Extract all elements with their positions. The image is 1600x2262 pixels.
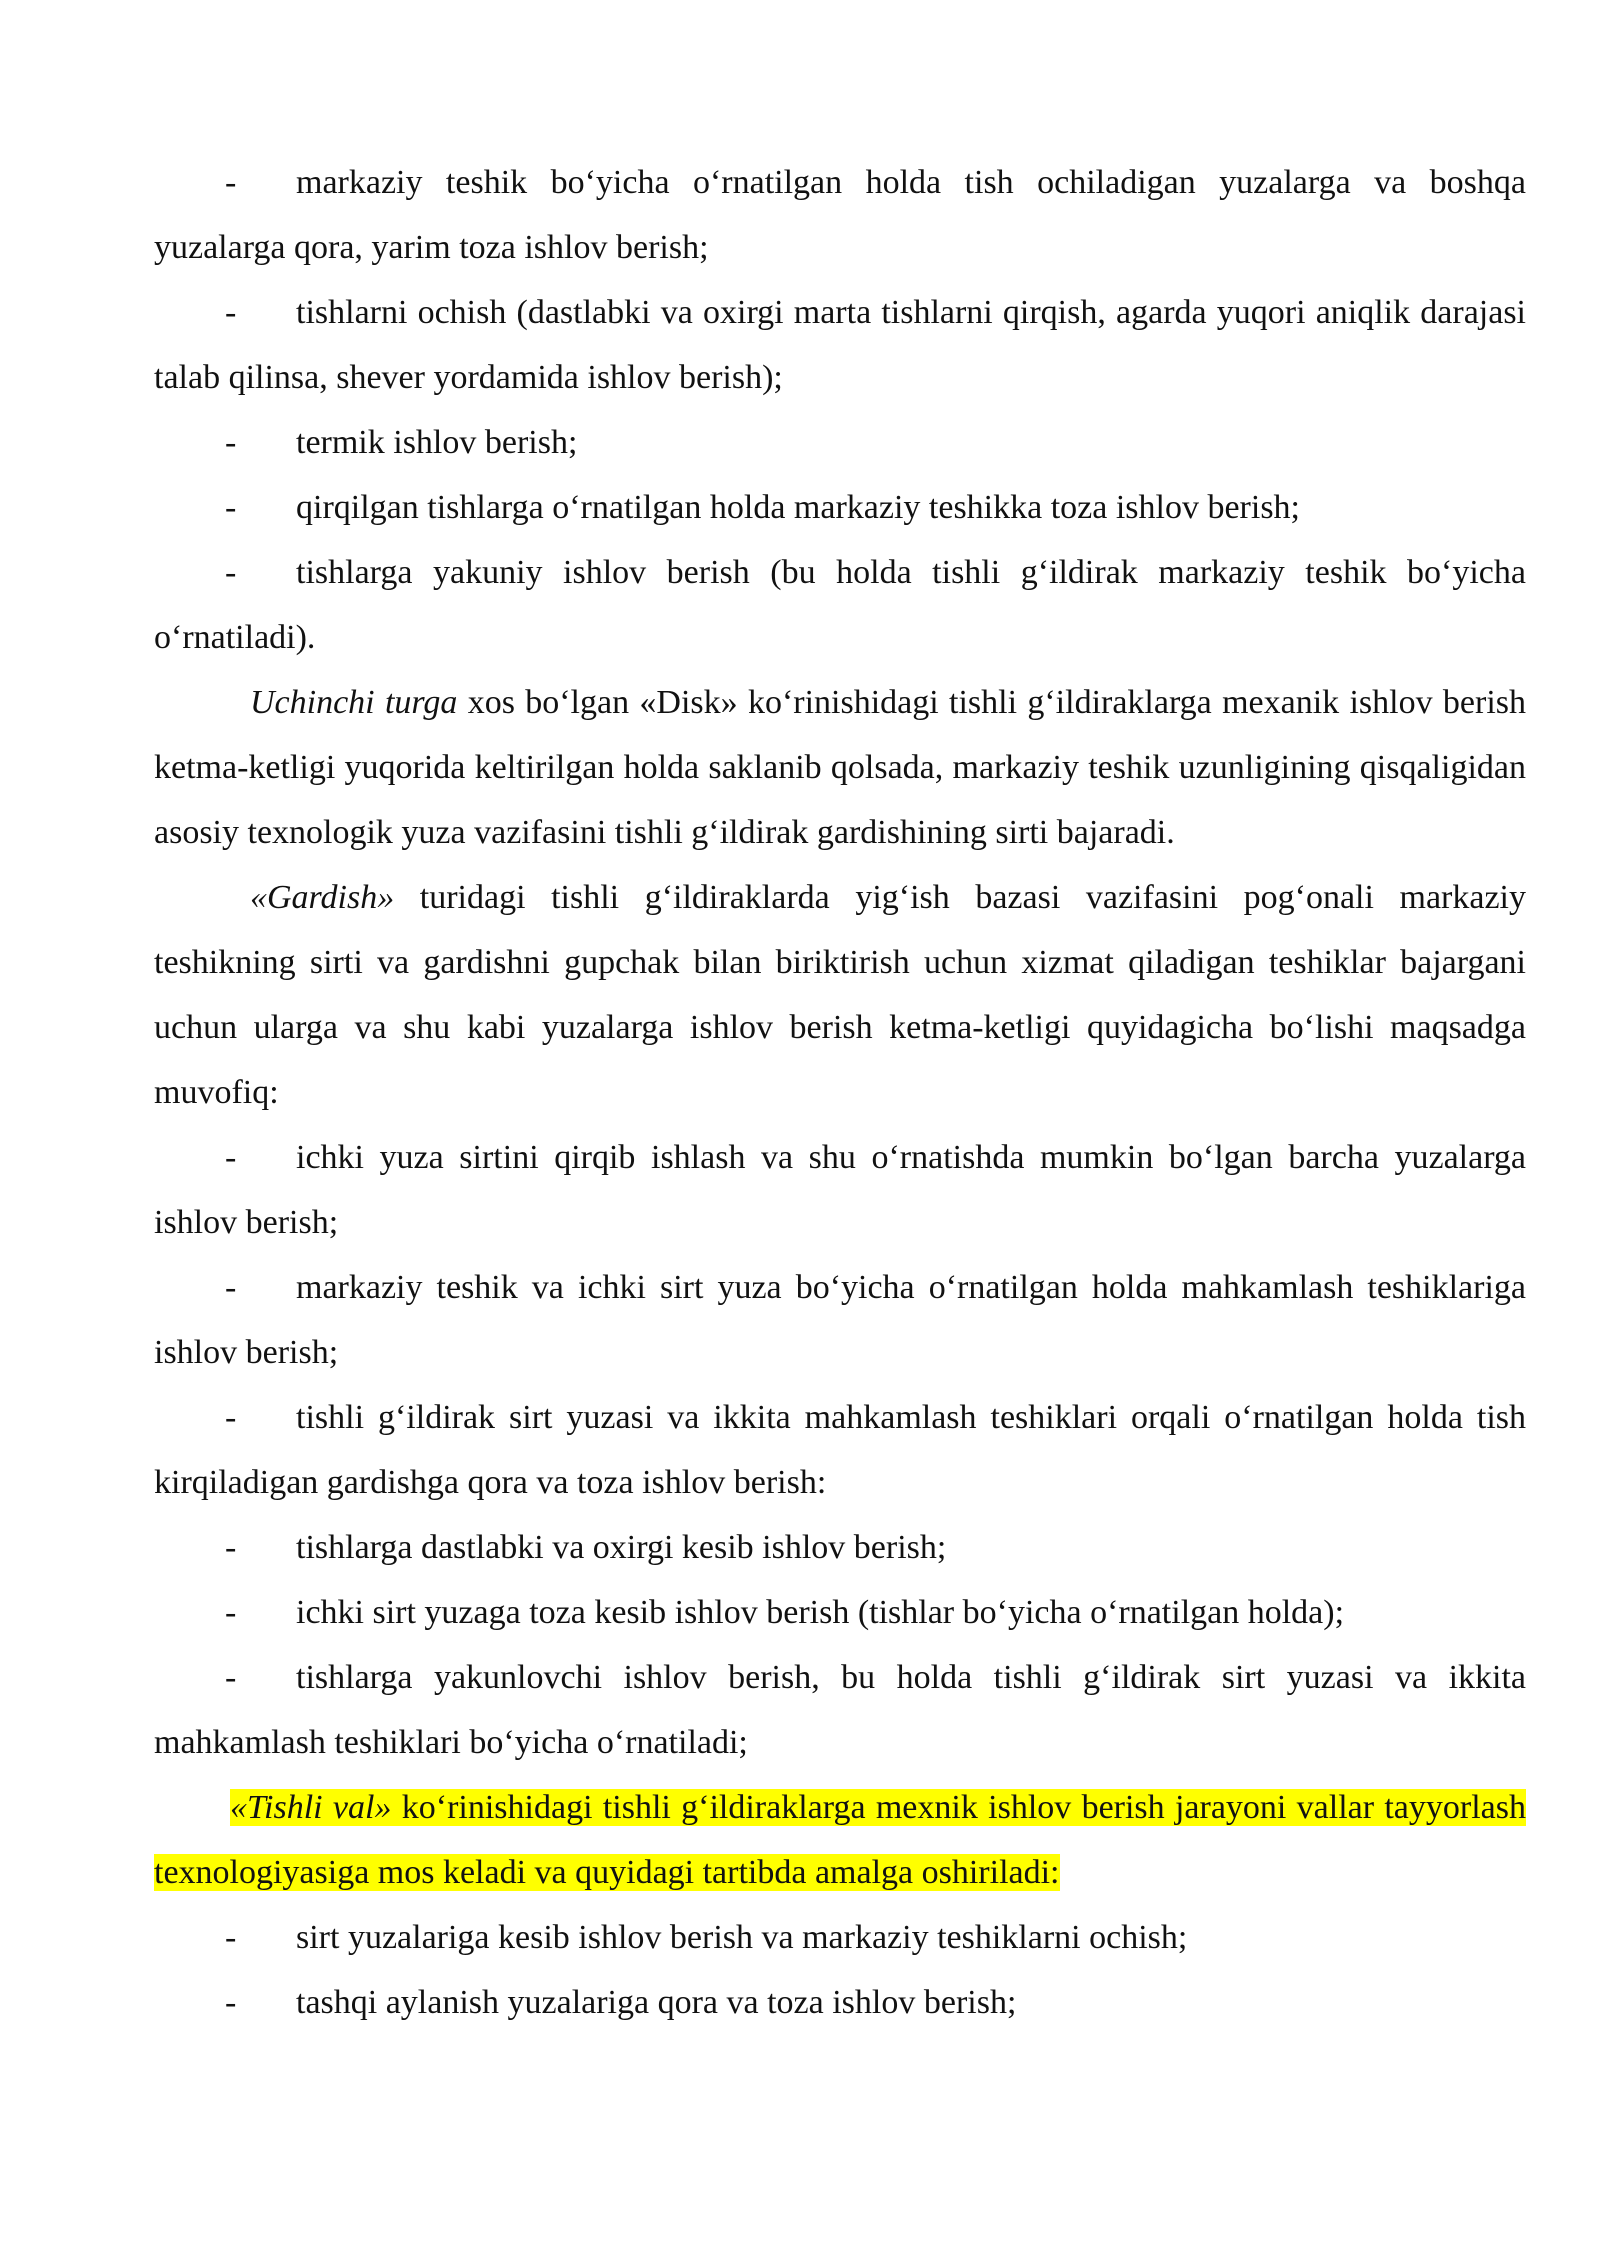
paragraph-text: ko‘rinishidagi tishli g‘ildiraklarga mexnik ishlov berish jarayoni vallar tayyorlash texnologiyasiga mos keladi va quyidagi tartibda amalga oshiriladi:	[154, 1789, 1526, 1891]
list-item-text: ichki sirt yuzaga toza kesib ishlov berish (tishlar bo‘yicha o‘rnatilgan holda);	[296, 1594, 1345, 1631]
list-item	[154, 1580, 1526, 1645]
list-item	[154, 150, 1526, 280]
paragraph-gardish	[154, 865, 1526, 1125]
list-item	[154, 1125, 1526, 1255]
paragraph-tishli-val-highlighted	[154, 1775, 1526, 1905]
paragraph-text: turidagi tishli g‘ildiraklarda yig‘ish bazasi vazifasini pog‘onali markaziy teshikning sirti va gardishni gupchak bilan biriktirish uchun xizmat qiladigan teshiklar bajargani uchun ularga va shu kabi yuzalarga ishlov berish ketma-ketligi quyidagicha bo‘lishi maqsadga muvofiq:	[154, 879, 1526, 1111]
list-item-text: ichki yuza sirtini qirqib ishlash va shu o‘rnatishda mumkin bo‘lgan barcha yuzalarga ishlov berish;	[154, 1139, 1526, 1241]
list-dash: -	[225, 1399, 237, 1436]
list-dash: -	[225, 424, 237, 461]
list-dash: -	[225, 489, 237, 526]
list-item	[154, 1645, 1526, 1775]
list-dash: -	[225, 1984, 237, 2021]
list-dash: -	[225, 164, 237, 201]
list-item-text: qirqilgan tishlarga o‘rnatilgan holda markaziy teshikka toza ishlov berish;	[296, 489, 1300, 526]
list-item-text: tashqi aylanish yuzalariga qora va toza ishlov berish;	[296, 1984, 1017, 2021]
list-dash: -	[225, 1919, 237, 1956]
highlight-mark	[154, 1789, 1526, 1891]
list-item-text: tishlarga yakuniy ishlov berish (bu holda tishli g‘ildirak markaziy teshik bo‘yicha o‘rnatiladi).	[154, 554, 1526, 656]
list-dash: -	[225, 554, 237, 591]
list-item	[154, 1970, 1526, 2035]
list-item-text: tishli g‘ildirak sirt yuzasi va ikkita mahkamlash teshiklari orqali o‘rnatilgan holda tish kirqiladigan gardishga qora va toza ishlov berish:	[154, 1399, 1526, 1501]
list-item	[154, 540, 1526, 670]
paragraph-uchinchi-turga	[154, 670, 1526, 865]
list-item	[154, 475, 1526, 540]
list-item	[154, 280, 1526, 410]
list-item	[154, 1905, 1526, 1970]
list-dash: -	[225, 1139, 237, 1176]
list-dash: -	[225, 1269, 237, 1306]
list-item	[154, 1255, 1526, 1385]
list-item	[154, 410, 1526, 475]
list-item	[154, 1515, 1526, 1580]
list-item-text: tishlarni ochish (dastlabki va oxirgi marta tishlarni qirqish, agarda yuqori aniqlik darajasi talab qilinsa, shever yordamida ishlov berish);	[154, 294, 1526, 396]
list-item	[154, 1385, 1526, 1515]
paragraph-emphasis: «Tishli val»	[230, 1789, 392, 1826]
list-item-text: markaziy teshik va ichki sirt yuza bo‘yicha o‘rnatilgan holda mahkamlash teshiklariga ishlov berish;	[154, 1269, 1526, 1371]
list-item-text: tishlarga dastlabki va oxirgi kesib ishlov berish;	[296, 1529, 947, 1566]
paragraph-emphasis: Uchinchi turga	[250, 684, 458, 721]
list-item-text: markaziy teshik bo‘yicha o‘rnatilgan holda tish ochiladigan yuzalarga va boshqa yuzalarga qora, yarim toza ishlov berish;	[154, 164, 1526, 266]
list-item-text: sirt yuzalariga kesib ishlov berish va markaziy teshiklarni ochish;	[296, 1919, 1188, 1956]
paragraph-emphasis: «Gardish»	[250, 879, 395, 916]
paragraph-text: xos bo‘lgan «Disk» ko‘rinishidagi tishli g‘ildiraklarga mexanik ishlov berish ketma-ketligi yuqorida keltirilgan holda saklanib qolsada, markaziy teshik uzunligining qisqaligidan asosiy texnologik yuza vazifasini tishli g‘ildirak gardishining sirti bajaradi.	[154, 684, 1527, 851]
list-item-text: termik ishlov berish;	[296, 424, 578, 461]
list-dash: -	[225, 1529, 237, 1566]
list-item-text: tishlarga yakunlovchi ishlov berish, bu holda tishli g‘ildirak sirt yuzasi va ikkita mahkamlash teshiklari bo‘yicha o‘rnatiladi;	[154, 1659, 1526, 1761]
list-dash: -	[225, 1659, 237, 1696]
list-dash: -	[225, 294, 237, 331]
list-dash: -	[225, 1594, 237, 1631]
document-page	[154, 150, 1526, 2035]
